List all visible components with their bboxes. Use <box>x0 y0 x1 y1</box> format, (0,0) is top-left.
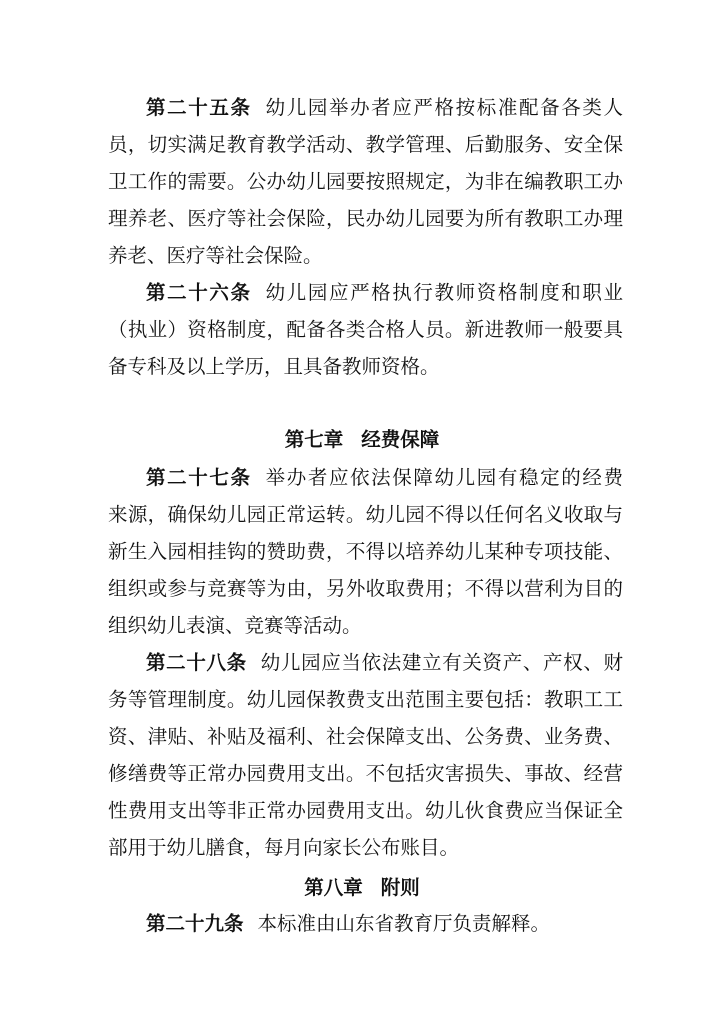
article-28-line-4: 修缮费等正常办园费用支出。不包括灾害损失、事故、经营 <box>108 762 623 785</box>
chapter-8-number: 第八章 <box>304 876 363 899</box>
article-26-line-1: 第二十六条 幼儿园应严格执行教师资格制度和职业 <box>146 281 623 304</box>
article-28-line-6: 部用于幼儿膳食，每月向家长公布账目。 <box>108 836 460 859</box>
article-28-line-5: 性费用支出等非正常办园费用支出。幼儿伙食费应当保证全 <box>108 799 623 822</box>
chapter-7-number: 第七章 <box>284 428 344 451</box>
article-29-line-1: 第二十九条 本标准由山东省教育厅负责解释。 <box>146 912 551 935</box>
article-25-line-2: 员，切实满足教育教学活动、教学管理、后勤服务、安全保 <box>108 133 623 156</box>
chapter-7-heading <box>0 428 724 452</box>
article-26-line-2: （执业）资格制度，配备各类合格人员。新进教师一般要具 <box>108 318 623 341</box>
article-25-line-1: 第二十五条 幼儿园举办者应严格按标准配备各类人 <box>146 96 623 119</box>
article-28-label: 第二十八条 <box>146 651 247 674</box>
article-28-line-2: 务等管理制度。幼儿园保教费支出范围主要包括：教职工工 <box>108 688 623 711</box>
article-28-line-3: 资、津贴、补贴及福利、社会保障支出、公务费、业务费、 <box>108 725 623 748</box>
chapter-8-title: 附则 <box>380 876 420 899</box>
article-27-line-1: 第二十七条 举办者应依法保障幼儿园有稳定的经费 <box>146 466 623 489</box>
article-27-line-4: 组织或参与竞赛等为由，另外收取费用；不得以营利为目的 <box>108 577 623 600</box>
article-27-line-3: 新生入园相挂钩的赞助费，不得以培养幼儿某种专项技能、 <box>108 540 623 563</box>
article-25-line-5: 养老、医疗等社会保险。 <box>108 244 323 267</box>
chapter-7-title: 经费保障 <box>361 428 440 451</box>
article-25-line-3: 卫工作的需要。公办幼儿园要按照规定，为非在编教职工办 <box>108 170 623 193</box>
article-27-line-2: 来源，确保幼儿园正常运转。幼儿园不得以任何名义收取与 <box>108 503 623 526</box>
article-26-line-3: 备专科及以上学历，且具备教师资格。 <box>108 355 440 378</box>
article-27-line-5: 组织幼儿表演、竞赛等活动。 <box>108 614 362 637</box>
article-27-label: 第二十七条 <box>146 466 252 489</box>
article-25-line-4: 理养老、医疗等社会保险，民办幼儿园要为所有教职工办理 <box>108 207 623 230</box>
chapter-8-heading <box>0 876 724 900</box>
article-26-label: 第二十六条 <box>146 281 252 304</box>
article-28-line-1: 第二十八条 幼儿园应当依法建立有关资产、产权、财 <box>146 651 623 674</box>
article-25-label: 第二十五条 <box>146 96 252 119</box>
article-29-label: 第二十九条 <box>146 912 244 935</box>
